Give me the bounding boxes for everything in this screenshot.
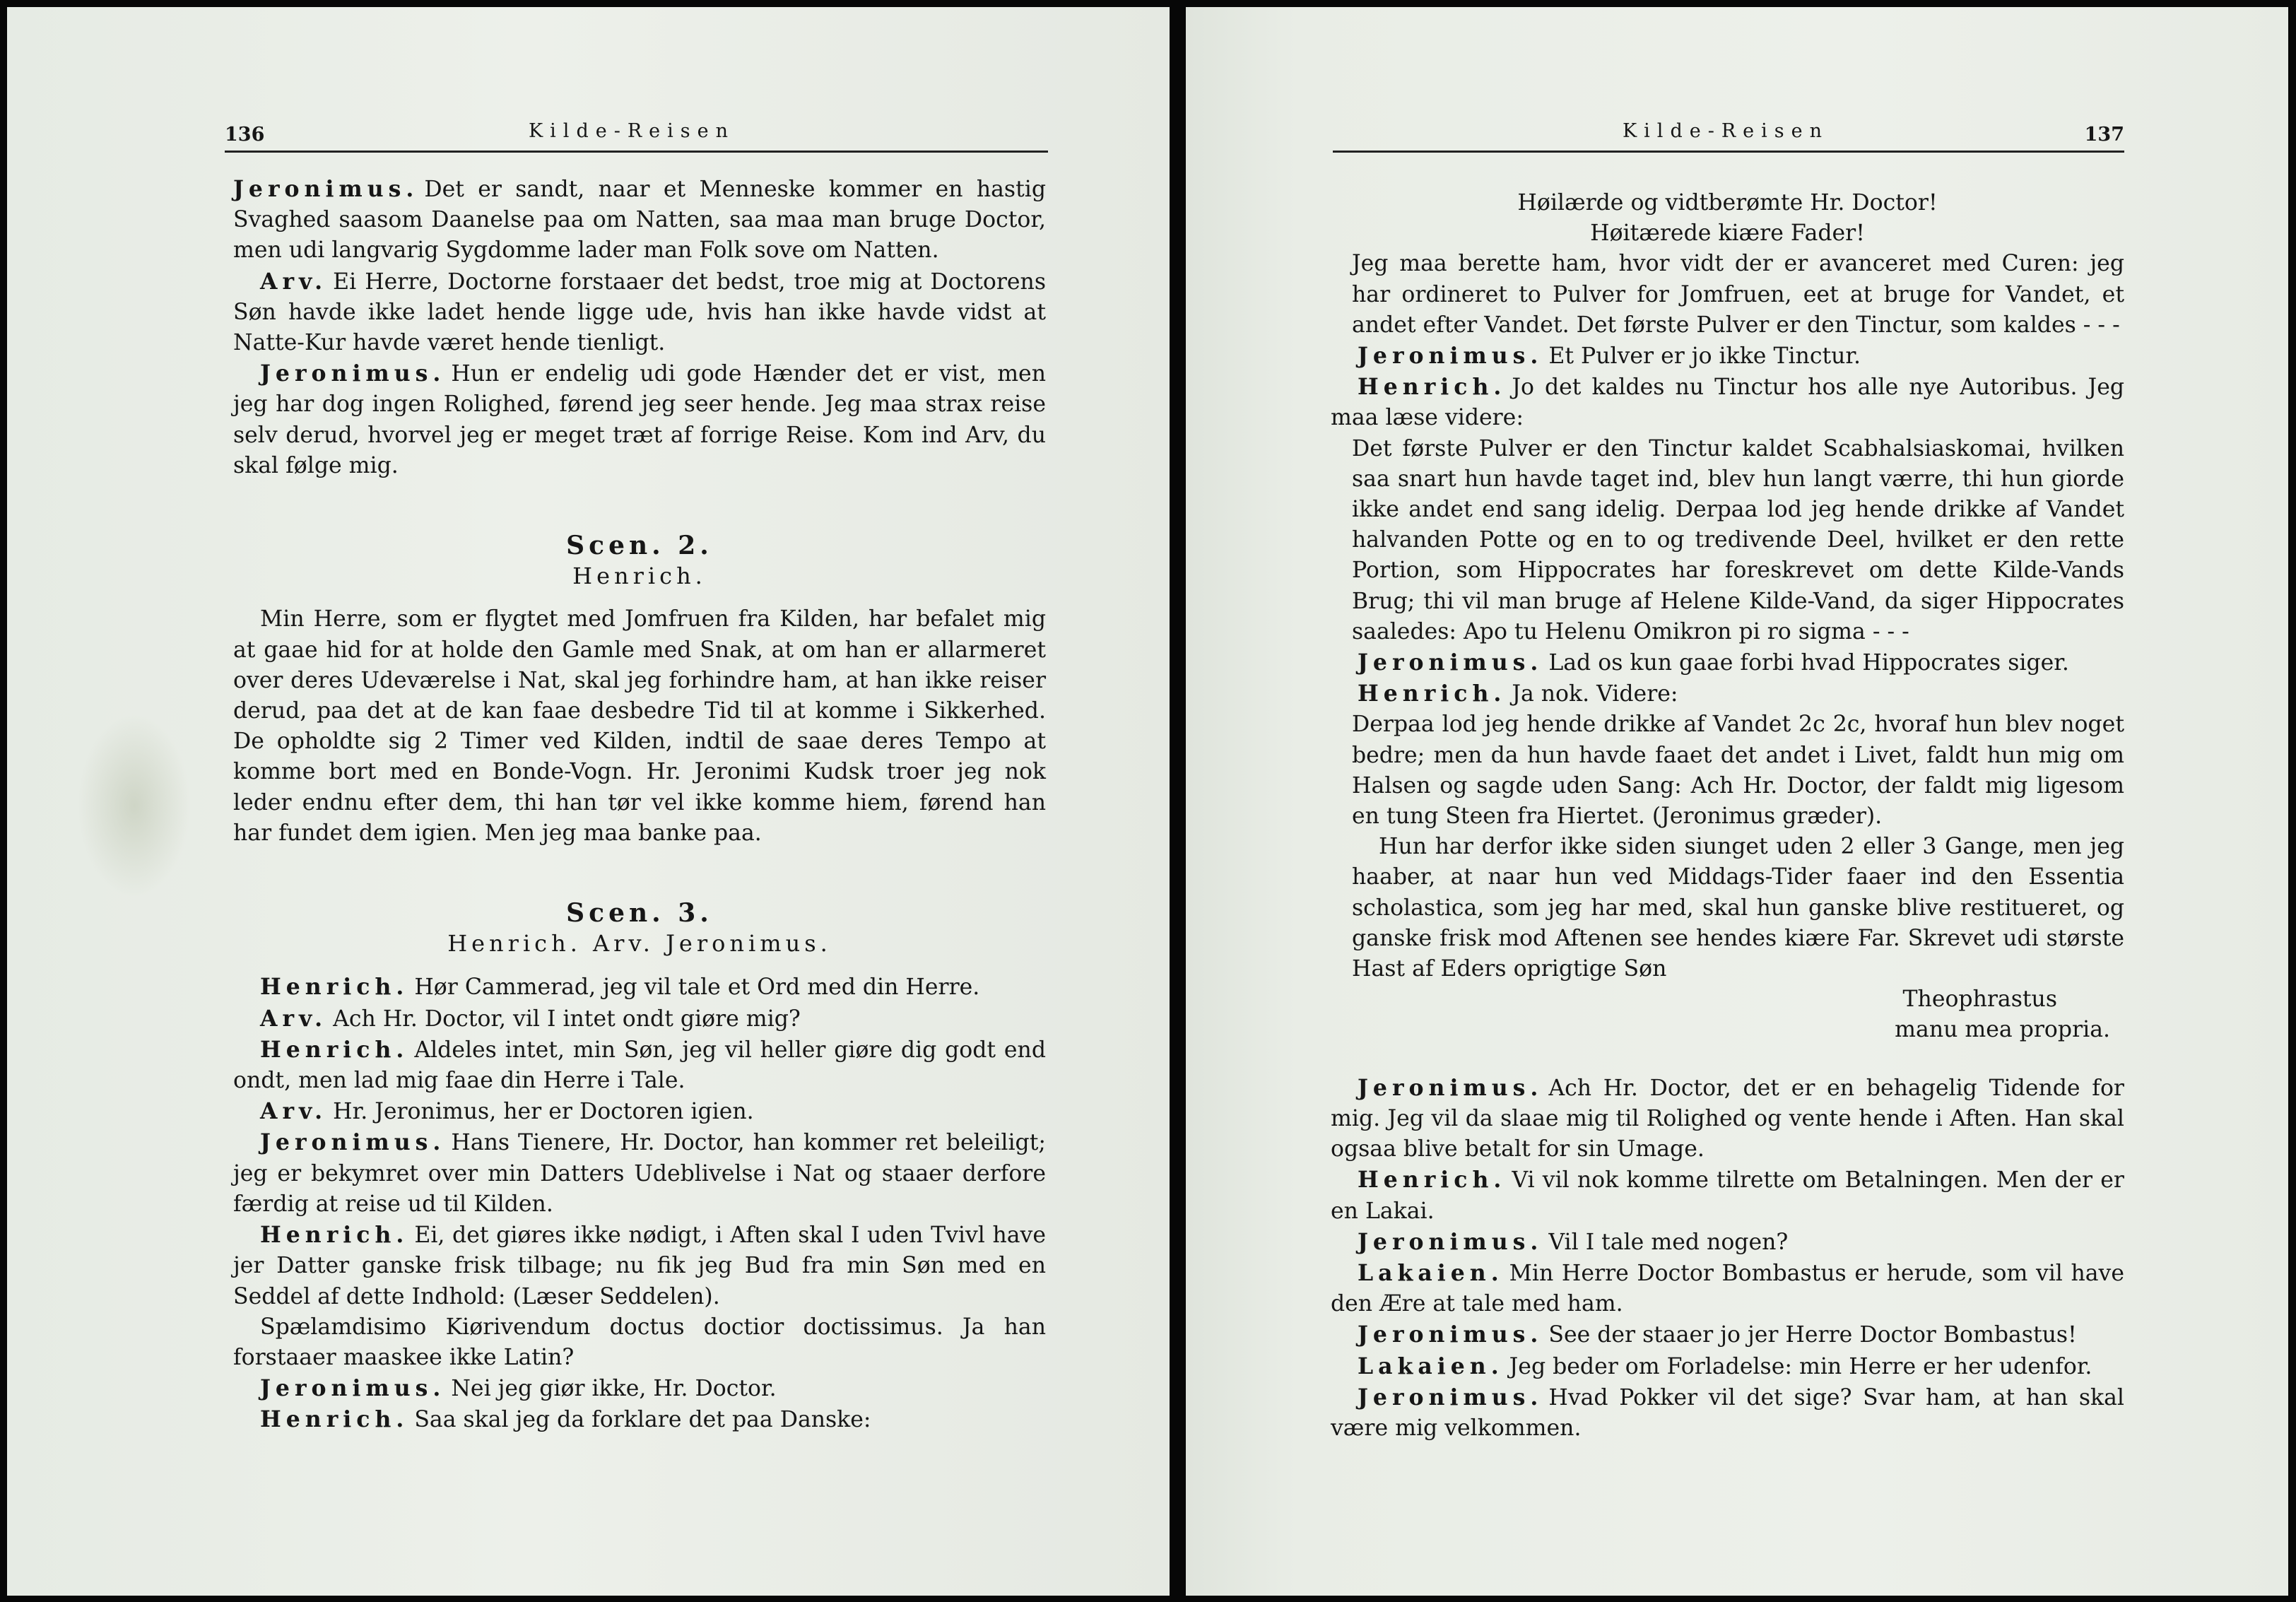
left-page bbox=[7, 7, 1170, 1596]
speaker: Arv. bbox=[260, 268, 328, 295]
line-text: Ach Hr. Doctor, det er en behagelig Tidende for mig. Jeg vil da slaae mig til Rolighed og vente hende i Aften. Han skal ogsaa blive betalt for sin Umage. bbox=[1331, 1075, 2124, 1162]
line-text: Et Pulver er jo ikke Tinctur. bbox=[1548, 343, 1861, 370]
speaker: Jeronimus. bbox=[1358, 1321, 1543, 1348]
speaker: Arv. bbox=[260, 1005, 328, 1032]
line-text: Ei Herre, Doctorne forstaaer det bedst, troe mig at Doctorens Søn havde ikke ladet hende ligge ude, hvis han ikke havde vidst at Natte-Kur havde været hende tienligt. bbox=[233, 269, 1046, 356]
dialogue-line bbox=[233, 1003, 1046, 1035]
signature: manu mea propria. bbox=[1895, 1017, 2110, 1043]
spacer bbox=[1331, 1046, 2124, 1073]
dialogue-line bbox=[233, 972, 1046, 1003]
letter-text: Jeg maa berette ham, hvor vidt der er avanceret med Curen: jeg har ordineret to Pulver for Jomfruen, eet at bruge for Vandet, et andet efter Vandet. Det første Pulver er den Tinctur, som kaldes - - - bbox=[1352, 251, 2124, 338]
monologue: Min Herre, som er flygtet med Jomfruen fra Kilden, har befalet mig at gaae hid for at holde den Gamle med Snak, at om han er allarmeret over deres Udeværelse i Nat, skal jeg forhindre ham, at han ikke reiser derud, paa det at de kan faae desbedre Tid til at komme i Sikkerhed. De opholdte sig 2 Timer ved Kilden, indtil de saae deres Tempo at komme bort med en Bonde-Vogn. Hr. Jeronimi Kudsk troer jeg nok leder endnu efter dem, thi han tør vel ikke komme hiem, førend han har fundet dem igien. Men jeg maa banke paa. bbox=[233, 606, 1046, 846]
speaker: Jeronimus. bbox=[1358, 1074, 1543, 1101]
letter-salutation: Høitærede kiære Fader! bbox=[1590, 220, 1865, 247]
page-stain bbox=[78, 714, 191, 897]
line-text: Aldeles intet, min Søn, jeg vil heller giøre dig godt end ondt, men lad mig faae din Herre i Tale. bbox=[233, 1037, 1046, 1094]
dialogue-line bbox=[233, 266, 1046, 359]
dialogue-line bbox=[1331, 1227, 2124, 1258]
speaker: Jeronimus. bbox=[260, 1375, 446, 1402]
dialogue-line bbox=[233, 1220, 1046, 1312]
line-text: Jeg beder om Forladelse: min Herre er her udenfor. bbox=[1509, 1353, 2092, 1379]
speaker: Henrich. bbox=[1358, 1167, 1507, 1194]
speaker: Jeronimus. bbox=[1358, 649, 1543, 676]
dialogue-line bbox=[1331, 1073, 2124, 1165]
signature: Theophrastus bbox=[1902, 986, 2057, 1013]
speaker: Jeronimus. bbox=[260, 360, 446, 387]
line-text: Hr. Jeronimus, her er Doctoren igien. bbox=[333, 1099, 754, 1125]
dialogue-line bbox=[233, 1096, 1046, 1127]
line-text: Hans Tienere, Hr. Doctor, han kommer ret beleiligt; jeg er bekymret over min Datters Udeblivelse i Nat og staaer derfore færdig at reise ud til Kilden. bbox=[233, 1130, 1046, 1217]
speaker: Henrich. bbox=[1358, 374, 1507, 401]
running-head: Kilde-Reisen bbox=[1623, 120, 1829, 142]
speaker: Lakaien. bbox=[1358, 1353, 1504, 1379]
page-number: 136 bbox=[225, 124, 265, 146]
speaker: Henrich. bbox=[260, 974, 409, 1001]
letter-text: Hun har derfor ikke siden siunget uden 2 eller 3 Gange, men jeg haaber, at naar hun ved Middags-Tider faaer ind den Essentia scholastica, som jeg har med, skal hun ganske blive restitueret, og ganske frisk mod Aftenen see hendes kiære Far. Skrevet udi største Hast af Eders oprigtige Søn bbox=[1352, 834, 2124, 982]
dialogue-line bbox=[233, 1035, 1046, 1096]
dialogue-line bbox=[1331, 341, 2124, 372]
speaker: Henrich. bbox=[260, 1406, 409, 1433]
line-text: Saa skal jeg da forklare det paa Danske: bbox=[414, 1407, 871, 1433]
line-text: Ei, det giøres ikke nødigt, i Aften skal I uden Tvivl have jer Datter ganske frisk tilbage; nu fik jeg Bud fra min Søn med en Seddel af dette Indhold: (Læser Seddelen). bbox=[233, 1223, 1046, 1309]
speaker: Arv. bbox=[260, 1098, 328, 1125]
right-body bbox=[1331, 188, 2124, 1444]
line-text: Ach Hr. Doctor, vil I intet ondt giøre mig? bbox=[333, 1006, 801, 1032]
speaker: Henrich. bbox=[260, 1036, 409, 1063]
letter-text: Spælamdisimo Kiørivendum doctus doctior doctissimus. Ja han forstaaer maaskee ikke Latin? bbox=[233, 1314, 1046, 1370]
dialogue-line bbox=[233, 1404, 1046, 1435]
speaker: Jeronimus. bbox=[1358, 1228, 1543, 1255]
letter-text: Det første Pulver er den Tinctur kaldet Scabhalsiaskomai, hvilken saa snart hun havde taget ind, blev hun langt værre, thi hun giorde ikke andet end sang idelig. Derpaa lod jeg hende drikke af Vandet halvanden Potte og en to og tredivende Deel, hvilket er den rette Portion, som Hippocrates har foreskrevet om dette Kilde-Vands Brug; thi vil man bruge af Helene Kilde-Vand, da siger Hippocrates saaledes: Apo tu Helenu Omikron pi ro sigma - - - bbox=[1352, 435, 2124, 644]
dialogue-line bbox=[1331, 1165, 2124, 1226]
line-text: Nei jeg giør ikke, Hr. Doctor. bbox=[451, 1376, 777, 1402]
dialogue-line bbox=[1331, 372, 2124, 433]
dialogue-line bbox=[233, 1373, 1046, 1404]
dialogue-line bbox=[1331, 1351, 2124, 1382]
speaker: Henrich. bbox=[260, 1222, 409, 1249]
line-text: Ja nok. Videre: bbox=[1512, 681, 1678, 707]
right-page bbox=[1186, 7, 2288, 1596]
dialogue-line bbox=[233, 174, 1046, 266]
line-text: Hun er endelig udi gode Hænder det er vist, men jeg har dog ingen Rolighed, førend jeg seer hende. Jeg maa strax reise selv derud, hvorvel jeg er meget træt af forrige Reise. Kom ind Arv, du skal følge mig. bbox=[233, 361, 1046, 478]
left-header bbox=[225, 117, 1048, 153]
line-text: Hør Cammerad, jeg vil tale et Ord med din Herre. bbox=[414, 974, 980, 1001]
speaker: Jeronimus. bbox=[1358, 1384, 1543, 1410]
line-text: Min Herre Doctor Bombastus er herude, som vil have den Ære at tale med ham. bbox=[1331, 1260, 2124, 1317]
scene-persons: Henrich. Arv. Jeronimus. bbox=[447, 930, 832, 958]
scene-heading: Scen. 3. bbox=[566, 898, 713, 929]
page-number: 137 bbox=[2084, 124, 2124, 146]
line-text: Vi vil nok komme tilrette om Betalningen. Men der er en Lakai. bbox=[1331, 1167, 2124, 1224]
left-body bbox=[233, 174, 1046, 1436]
dialogue-line bbox=[233, 358, 1046, 481]
letter-salutation: Høilærde og vidtberømte Hr. Doctor! bbox=[1517, 190, 1938, 216]
letter-text: Derpaa lod jeg hende drikke af Vandet 2c 2c, hvoraf hun blev noget bedre; men da hun havde faaet det andet i Livet, faldt hun mig om Halsen og sagde uden Sang: Ach Hr. Doctor, der faldt mig ligesom en tung Steen fra Hiertet. (Jeronimus græder). bbox=[1352, 712, 2124, 830]
line-text: Jo det kaldes nu Tinctur hos alle nye Autoribus. Jeg maa læse videre: bbox=[1331, 375, 2124, 431]
scene-persons: Henrich. bbox=[572, 563, 707, 590]
speaker: Henrich. bbox=[1358, 681, 1507, 707]
speaker: Jeronimus. bbox=[1358, 343, 1543, 370]
right-header bbox=[1333, 117, 2124, 153]
speaker: Jeronimus. bbox=[260, 1129, 446, 1156]
dialogue-line bbox=[1331, 647, 2124, 678]
running-head: Kilde-Reisen bbox=[529, 120, 735, 142]
line-text: Vil I tale med nogen? bbox=[1548, 1229, 1789, 1255]
dialogue-line bbox=[233, 1127, 1046, 1220]
line-text: Lad os kun gaae forbi hvad Hippocrates siger. bbox=[1548, 650, 2069, 676]
dialogue-line bbox=[1331, 1382, 2124, 1444]
speaker: Jeronimus. bbox=[233, 176, 419, 202]
dialogue-line bbox=[1331, 1258, 2124, 1319]
line-text: Det er sandt, naar et Menneske kommer en hastig Svaghed saasom Daanelse paa om Natten, saa maa man bruge Doctor, men udi langvarig Sygdomme lader man Folk sove om Natten. bbox=[233, 177, 1046, 264]
dialogue-line bbox=[1331, 678, 2124, 709]
dialogue-line bbox=[1331, 1319, 2124, 1350]
scene-heading: Scen. 2. bbox=[566, 531, 713, 561]
speaker: Lakaien. bbox=[1358, 1259, 1504, 1286]
line-text: See der staaer jo jer Herre Doctor Bombastus! bbox=[1548, 1322, 2077, 1348]
line-text: Hvad Pokker vil det sige? Svar ham, at han skal være mig velkommen. bbox=[1331, 1384, 2124, 1441]
